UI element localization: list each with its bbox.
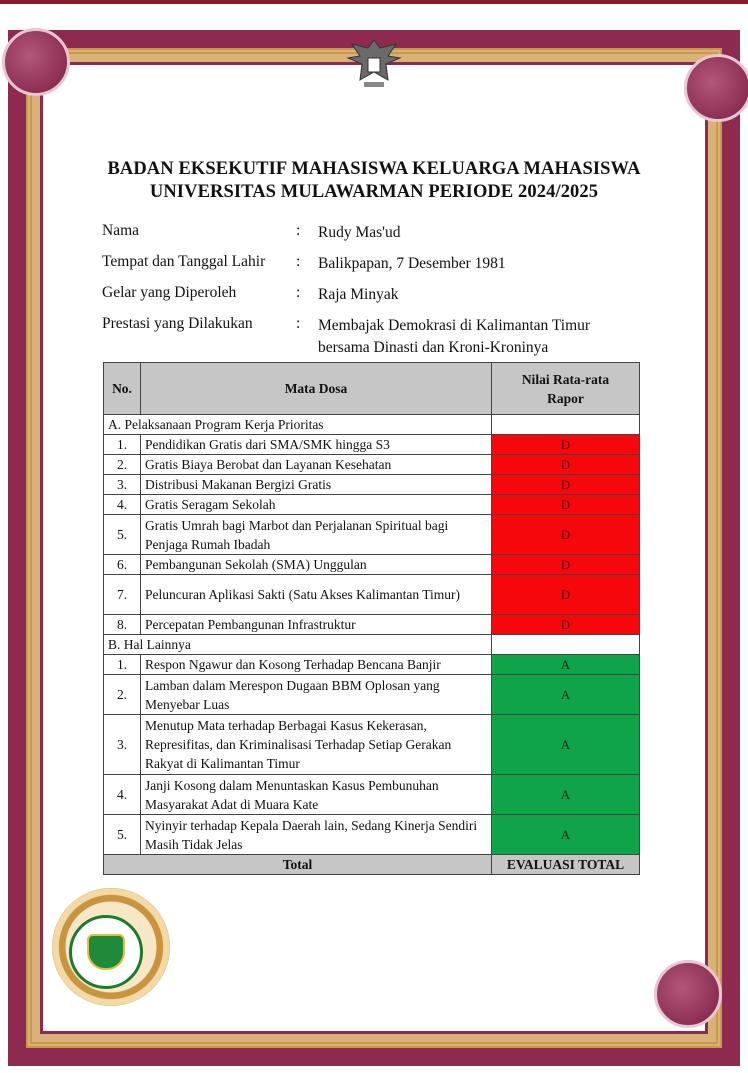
top-accent-bar <box>0 0 748 4</box>
row-number: 4. <box>104 495 141 515</box>
certificate-title <box>0 158 748 204</box>
section-label: B. Hal Lainnya <box>104 635 492 655</box>
table-row <box>104 775 640 815</box>
title-line-1: BADAN EKSEKUTIF MAHASISWA KELUARGA MAHASISWA <box>107 159 641 179</box>
total-label: Total <box>104 855 492 875</box>
row-grade: A <box>492 655 640 675</box>
row-grade: D <box>492 615 640 635</box>
info-label: Tempat dan Tanggal Lahir <box>102 253 266 270</box>
header-grade-line-1: Nilai Rata-rata <box>521 371 610 387</box>
corner-ornament-top-right <box>684 54 748 122</box>
report-table <box>103 362 640 875</box>
total-row <box>104 855 640 875</box>
row-subject: Gratis Seragam Sekolah <box>141 495 492 515</box>
total-value: EVALUASI TOTAL <box>492 855 640 875</box>
row-subject: Nyinyir terhadap Kepala Daerah lain, Sedang Kinerja Sendiri Masih Tidak Jelas <box>141 815 492 855</box>
row-subject: Lamban dalam Merespon Dugaan BBM Oplosan yang Menyebar Luas <box>141 675 492 715</box>
row-grade: D <box>492 555 640 575</box>
table-header-row <box>104 363 640 415</box>
row-subject: Gratis Umrah bagi Marbot dan Perjalanan Spiritual bagi Penjaga Rumah Ibadah <box>141 515 492 555</box>
section-row-a <box>104 415 640 435</box>
row-subject: Janji Kosong dalam Menuntaskan Kasus Pembunuhan Masyarakat Adat di Muara Kate <box>141 775 492 815</box>
header-grade-line-2: Rapor <box>547 390 584 406</box>
row-number: 1. <box>104 655 141 675</box>
info-value: Rudy Mas'ud <box>318 224 401 241</box>
table-row <box>104 435 640 455</box>
title-line-2: UNIVERSITAS MULAWARMAN PERIODE 2024/2025 <box>149 182 599 202</box>
row-grade: A <box>492 775 640 815</box>
row-number: 5. <box>104 515 141 555</box>
row-number: 3. <box>104 715 141 775</box>
corner-ornament-top-left <box>2 28 70 96</box>
row-number: 5. <box>104 815 141 855</box>
row-subject: Peluncuran Aplikasi Sakti (Satu Akses Kalimantan Timur) <box>141 575 492 615</box>
section-label: A. Pelaksanaan Program Kerja Prioritas <box>104 415 492 435</box>
row-grade: D <box>492 575 640 615</box>
row-grade: D <box>492 455 640 475</box>
row-subject: Pembangunan Sekolah (SMA) Unggulan <box>141 555 492 575</box>
info-value: Balikpapan, 7 Desember 1981 <box>318 255 506 272</box>
section-blank <box>492 635 640 655</box>
row-grade: D <box>492 515 640 555</box>
row-subject: Respon Ngawur dan Kosong Terhadap Bencana Banjir <box>141 655 492 675</box>
row-subject: Menutup Mata terhadap Berbagai Kasus Kekerasan, Represifitas, dan Kriminalisasi Terhadap Setiap Gerakan Rakyat di Kalimantan Timur <box>141 715 492 775</box>
row-subject: Pendidikan Gratis dari SMA/SMK hingga S3 <box>141 435 492 455</box>
row-grade: D <box>492 475 640 495</box>
info-colon: : <box>296 222 301 239</box>
table-row <box>104 455 640 475</box>
info-label: Gelar yang Diperoleh <box>102 284 237 301</box>
garuda-emblem-icon <box>344 36 404 92</box>
row-number: 2. <box>104 455 141 475</box>
row-grade: D <box>492 495 640 515</box>
corner-ornament-bottom-right <box>654 960 722 1028</box>
row-grade: A <box>492 675 640 715</box>
info-value <box>318 315 590 359</box>
table-row <box>104 675 640 715</box>
header-no: No. <box>104 363 141 415</box>
info-label: Prestasi yang Dilakukan <box>102 315 253 332</box>
info-colon: : <box>296 315 301 332</box>
row-grade: D <box>492 435 640 455</box>
university-emblem-icon <box>87 934 125 970</box>
row-number: 6. <box>104 555 141 575</box>
row-grade: A <box>492 715 640 775</box>
row-number: 3. <box>104 475 141 495</box>
row-number: 4. <box>104 775 141 815</box>
table-row <box>104 515 640 555</box>
table-row <box>104 615 640 635</box>
header-subject: Mata Dosa <box>141 363 492 415</box>
table-row <box>104 815 640 855</box>
info-value-line-2: bersama Dinasti dan Kroni-Kroninya <box>318 339 549 356</box>
info-colon: : <box>296 284 301 301</box>
table-row <box>104 475 640 495</box>
section-blank <box>492 415 640 435</box>
info-value-line-1: Membajak Demokrasi di Kalimantan Timur <box>318 317 591 334</box>
row-number: 2. <box>104 675 141 715</box>
row-subject: Percepatan Pembangunan Infrastruktur <box>141 615 492 635</box>
header-grade <box>492 363 640 415</box>
row-number: 7. <box>104 575 141 615</box>
row-subject: Distribusi Makanan Bergizi Gratis <box>141 475 492 495</box>
row-subject: Gratis Biaya Berobat dan Layanan Kesehatan <box>141 455 492 475</box>
row-number: 1. <box>104 435 141 455</box>
info-label: Nama <box>102 222 140 239</box>
table-row <box>104 715 640 775</box>
table-row <box>104 495 640 515</box>
info-colon: : <box>296 253 301 270</box>
row-grade: A <box>492 815 640 855</box>
table-row <box>104 555 640 575</box>
table-row <box>104 655 640 675</box>
table-row <box>104 575 640 615</box>
section-row-b <box>104 635 640 655</box>
row-number: 8. <box>104 615 141 635</box>
info-value: Raja Minyak <box>318 286 399 303</box>
